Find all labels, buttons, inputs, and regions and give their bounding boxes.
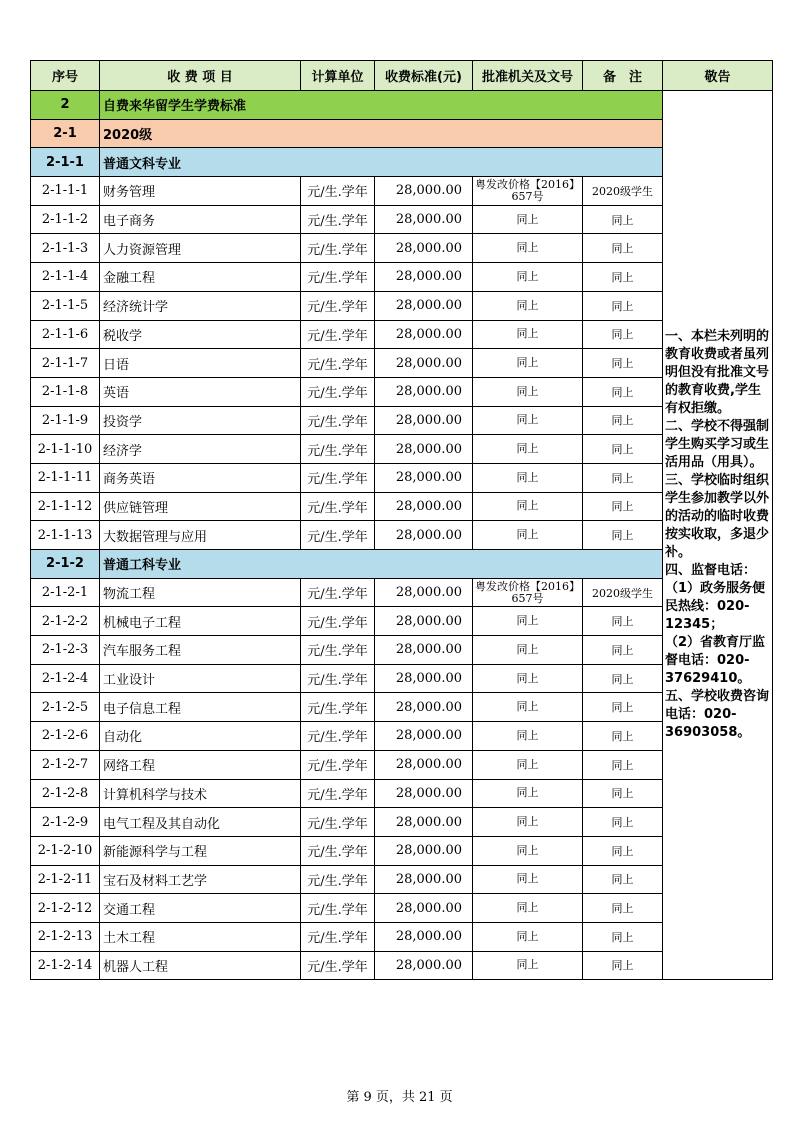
row-remark: 同上: [583, 435, 663, 464]
row-unit: 元/生.学年: [301, 291, 375, 320]
row-item-name: 电子商务: [100, 205, 301, 234]
row-authority: 同上: [473, 463, 583, 492]
row-authority: 同上: [473, 922, 583, 951]
row-unit: 元/生.学年: [301, 377, 375, 406]
row-item-name: 计算机科学与技术: [100, 779, 301, 808]
row-no: 2-1-2-4: [31, 664, 100, 693]
row-remark: 同上: [583, 406, 663, 435]
page-footer: 第 9 页，共 21 页: [346, 1090, 453, 1105]
row-authority: 同上: [473, 951, 583, 980]
row-unit: 元/生.学年: [301, 320, 375, 349]
table-row: [31, 492, 773, 521]
notice-line: 二、学校不得强制学生购买学习或生活用品（用具）。: [665, 419, 770, 471]
header-item: 收 费 项 目: [100, 61, 301, 91]
row-authority: 同上: [473, 435, 583, 464]
row-no: 2-1-1-6: [31, 320, 100, 349]
row-item-name: 机械电子工程: [100, 607, 301, 636]
group-row: [31, 148, 773, 177]
row-fee: 28,000.00: [375, 177, 473, 206]
row-item-name: 税收学: [100, 320, 301, 349]
row-item-name: 人力资源管理: [100, 234, 301, 263]
row-remark: 同上: [583, 349, 663, 378]
row-remark: 同上: [583, 291, 663, 320]
table-row: [31, 435, 773, 464]
row-item-name: 工业设计: [100, 664, 301, 693]
header-unit: 计算单位: [301, 61, 375, 91]
row-no: 2-1-2-8: [31, 779, 100, 808]
row-authority: 粤发改价格【2016】657号: [473, 177, 583, 206]
notice-line: （2）省教育厅监督电话：020-37629410。: [665, 635, 766, 687]
row-authority: 粤发改价格【2016】657号: [473, 578, 583, 607]
row-unit: 元/生.学年: [301, 578, 375, 607]
row-item-name: 土木工程: [100, 922, 301, 951]
group-title: 普通文科专业: [100, 148, 663, 177]
notice-line: 五、学校收费咨询电话：020-36903058。: [665, 689, 770, 741]
row-no: 2-1-2-6: [31, 722, 100, 751]
row-no: 2-1-1-7: [31, 349, 100, 378]
row-unit: 元/生.学年: [301, 951, 375, 980]
row-fee: 28,000.00: [375, 406, 473, 435]
row-remark: 同上: [583, 234, 663, 263]
row-fee: 28,000.00: [375, 779, 473, 808]
row-no: 2-1-2-10: [31, 836, 100, 865]
table-row: [31, 291, 773, 320]
row-item-name: 经济学: [100, 435, 301, 464]
table-row: [31, 894, 773, 923]
row-unit: 元/生.学年: [301, 865, 375, 894]
notice-line: 三、学校临时组织学生参加教学以外的活动的临时收费按实收取，多退少补。: [665, 473, 770, 561]
table-row: [31, 177, 773, 206]
row-remark: 同上: [583, 693, 663, 722]
row-authority: 同上: [473, 205, 583, 234]
row-unit: 元/生.学年: [301, 922, 375, 951]
row-no: 2-1-2-13: [31, 922, 100, 951]
table-row: [31, 463, 773, 492]
row-authority: 同上: [473, 722, 583, 751]
row-unit: 元/生.学年: [301, 406, 375, 435]
row-no: 2-1-2-14: [31, 951, 100, 980]
row-no: 2-1-1-1: [31, 177, 100, 206]
row-no: 2-1-1-5: [31, 291, 100, 320]
row-authority: 同上: [473, 750, 583, 779]
row-item-name: 自动化: [100, 722, 301, 751]
table-row: [31, 521, 773, 550]
table-row: [31, 578, 773, 607]
header-row: [31, 61, 773, 91]
row-no: 2-1-2-1: [31, 578, 100, 607]
row-remark: 同上: [583, 463, 663, 492]
row-item-name: 经济统计学: [100, 291, 301, 320]
row-unit: 元/生.学年: [301, 636, 375, 665]
row-no: 2-1-1-11: [31, 463, 100, 492]
table-row: [31, 722, 773, 751]
row-item-name: 交通工程: [100, 894, 301, 923]
row-remark: 同上: [583, 607, 663, 636]
row-authority: 同上: [473, 492, 583, 521]
row-unit: 元/生.学年: [301, 263, 375, 292]
row-item-name: 机器人工程: [100, 951, 301, 980]
row-no: 2-1-1-10: [31, 435, 100, 464]
row-remark: 同上: [583, 894, 663, 923]
row-unit: 元/生.学年: [301, 435, 375, 464]
table-row: [31, 263, 773, 292]
row-authority: 同上: [473, 263, 583, 292]
row-no: 2-1-2-2: [31, 607, 100, 636]
row-no: 2-1-1-2: [31, 205, 100, 234]
fee-table-body: [31, 91, 773, 980]
row-no: 2-1-2-9: [31, 808, 100, 837]
notice-cell: [663, 91, 773, 980]
row-fee: 28,000.00: [375, 693, 473, 722]
row-remark: 同上: [583, 750, 663, 779]
row-authority: 同上: [473, 894, 583, 923]
row-fee: 28,000.00: [375, 750, 473, 779]
row-no: 2-1-2-12: [31, 894, 100, 923]
row-item-name: 宝石及材料工艺学: [100, 865, 301, 894]
row-no: 2-1-1-9: [31, 406, 100, 435]
row-no: 2-1-2-7: [31, 750, 100, 779]
row-authority: 同上: [473, 607, 583, 636]
header-notice: 敬告: [663, 61, 773, 91]
row-unit: 元/生.学年: [301, 808, 375, 837]
row-item-name: 英语: [100, 377, 301, 406]
table-row: [31, 320, 773, 349]
row-fee: 28,000.00: [375, 291, 473, 320]
row-fee: 28,000.00: [375, 521, 473, 550]
row-remark: 同上: [583, 779, 663, 808]
row-no: 2-1-1-3: [31, 234, 100, 263]
row-remark: 同上: [583, 865, 663, 894]
table-row: [31, 377, 773, 406]
row-unit: 元/生.学年: [301, 463, 375, 492]
row-fee: 28,000.00: [375, 836, 473, 865]
notice-line: （1）政务服务便民热线：020-12345；: [665, 581, 766, 633]
group-no: 2-1-1: [31, 148, 100, 177]
row-remark: 同上: [583, 263, 663, 292]
row-fee: 28,000.00: [375, 492, 473, 521]
row-unit: 元/生.学年: [301, 492, 375, 521]
row-remark: 同上: [583, 636, 663, 665]
row-authority: 同上: [473, 664, 583, 693]
row-item-name: 金融工程: [100, 263, 301, 292]
row-unit: 元/生.学年: [301, 750, 375, 779]
row-no: 2-1-2-3: [31, 636, 100, 665]
row-remark: 同上: [583, 808, 663, 837]
row-item-name: 网络工程: [100, 750, 301, 779]
subsection-title: 2020级: [100, 119, 663, 148]
group-title: 普通工科专业: [100, 550, 663, 579]
row-authority: 同上: [473, 779, 583, 808]
table-row: [31, 234, 773, 263]
row-authority: 同上: [473, 234, 583, 263]
section-no: 2: [31, 91, 100, 120]
header-no: 序号: [31, 61, 100, 91]
table-row: [31, 779, 773, 808]
row-authority: 同上: [473, 349, 583, 378]
table-row: [31, 664, 773, 693]
row-no: 2-1-1-4: [31, 263, 100, 292]
row-fee: 28,000.00: [375, 808, 473, 837]
table-row: [31, 836, 773, 865]
row-unit: 元/生.学年: [301, 836, 375, 865]
header-remark: 备 注: [583, 61, 663, 91]
section-row: [31, 91, 773, 120]
row-fee: 28,000.00: [375, 664, 473, 693]
header-authority: 批准机关及文号: [473, 61, 583, 91]
row-item-name: 物流工程: [100, 578, 301, 607]
row-item-name: 电气工程及其自动化: [100, 808, 301, 837]
row-unit: 元/生.学年: [301, 722, 375, 751]
row-remark: 2020级学生: [583, 177, 663, 206]
row-fee: 28,000.00: [375, 578, 473, 607]
row-unit: 元/生.学年: [301, 664, 375, 693]
row-unit: 元/生.学年: [301, 693, 375, 722]
row-unit: 元/生.学年: [301, 779, 375, 808]
table-row: [31, 808, 773, 837]
row-unit: 元/生.学年: [301, 205, 375, 234]
table-row: [31, 406, 773, 435]
row-remark: 同上: [583, 521, 663, 550]
notice-line: 四、监督电话：: [665, 563, 757, 579]
row-fee: 28,000.00: [375, 951, 473, 980]
row-no: 2-1-1-12: [31, 492, 100, 521]
row-item-name: 汽车服务工程: [100, 636, 301, 665]
group-no: 2-1-2: [31, 550, 100, 579]
row-fee: 28,000.00: [375, 922, 473, 951]
row-remark: 同上: [583, 492, 663, 521]
row-fee: 28,000.00: [375, 636, 473, 665]
row-unit: 元/生.学年: [301, 349, 375, 378]
group-row: [31, 550, 773, 579]
row-fee: 28,000.00: [375, 894, 473, 923]
row-fee: 28,000.00: [375, 320, 473, 349]
table-row: [31, 349, 773, 378]
row-fee: 28,000.00: [375, 722, 473, 751]
row-authority: 同上: [473, 693, 583, 722]
row-authority: 同上: [473, 291, 583, 320]
row-authority: 同上: [473, 865, 583, 894]
row-unit: 元/生.学年: [301, 894, 375, 923]
row-authority: 同上: [473, 320, 583, 349]
row-fee: 28,000.00: [375, 349, 473, 378]
row-fee: 28,000.00: [375, 205, 473, 234]
row-remark: 同上: [583, 205, 663, 234]
row-remark: 同上: [583, 320, 663, 349]
row-fee: 28,000.00: [375, 263, 473, 292]
row-remark: 2020级学生: [583, 578, 663, 607]
table-row: [31, 750, 773, 779]
row-remark: 同上: [583, 722, 663, 751]
row-unit: 元/生.学年: [301, 234, 375, 263]
row-authority: 同上: [473, 521, 583, 550]
row-no: 2-1-1-8: [31, 377, 100, 406]
row-no: 2-1-1-13: [31, 521, 100, 550]
row-item-name: 日语: [100, 349, 301, 378]
table-row: [31, 865, 773, 894]
table-row: [31, 607, 773, 636]
row-unit: 元/生.学年: [301, 607, 375, 636]
row-authority: 同上: [473, 836, 583, 865]
row-fee: 28,000.00: [375, 865, 473, 894]
subsection-row: [31, 119, 773, 148]
row-remark: 同上: [583, 922, 663, 951]
row-fee: 28,000.00: [375, 377, 473, 406]
table-row: [31, 951, 773, 980]
row-item-name: 投资学: [100, 406, 301, 435]
row-fee: 28,000.00: [375, 234, 473, 263]
fee-table: [30, 60, 773, 980]
table-row: [31, 636, 773, 665]
row-fee: 28,000.00: [375, 463, 473, 492]
row-authority: 同上: [473, 636, 583, 665]
row-authority: 同上: [473, 377, 583, 406]
row-item-name: 财务管理: [100, 177, 301, 206]
row-unit: 元/生.学年: [301, 177, 375, 206]
row-fee: 28,000.00: [375, 435, 473, 464]
row-unit: 元/生.学年: [301, 521, 375, 550]
row-fee: 28,000.00: [375, 607, 473, 636]
table-row: [31, 693, 773, 722]
row-remark: 同上: [583, 951, 663, 980]
row-item-name: 商务英语: [100, 463, 301, 492]
row-item-name: 大数据管理与应用: [100, 521, 301, 550]
table-row: [31, 922, 773, 951]
row-authority: 同上: [473, 406, 583, 435]
row-no: 2-1-2-5: [31, 693, 100, 722]
header-standard: 收费标准(元): [375, 61, 473, 91]
section-title: 自费来华留学生学费标准: [100, 91, 663, 120]
row-item-name: 供应链管理: [100, 492, 301, 521]
subsection-no: 2-1: [31, 119, 100, 148]
row-remark: 同上: [583, 377, 663, 406]
row-remark: 同上: [583, 664, 663, 693]
row-item-name: 新能源科学与工程: [100, 836, 301, 865]
table-row: [31, 205, 773, 234]
row-item-name: 电子信息工程: [100, 693, 301, 722]
row-no: 2-1-2-11: [31, 865, 100, 894]
row-remark: 同上: [583, 836, 663, 865]
row-authority: 同上: [473, 808, 583, 837]
notice-line: 一、本栏未列明的教育收费或者虽列明但没有批准文号的教育收费,学生有权拒缴。: [665, 329, 770, 417]
